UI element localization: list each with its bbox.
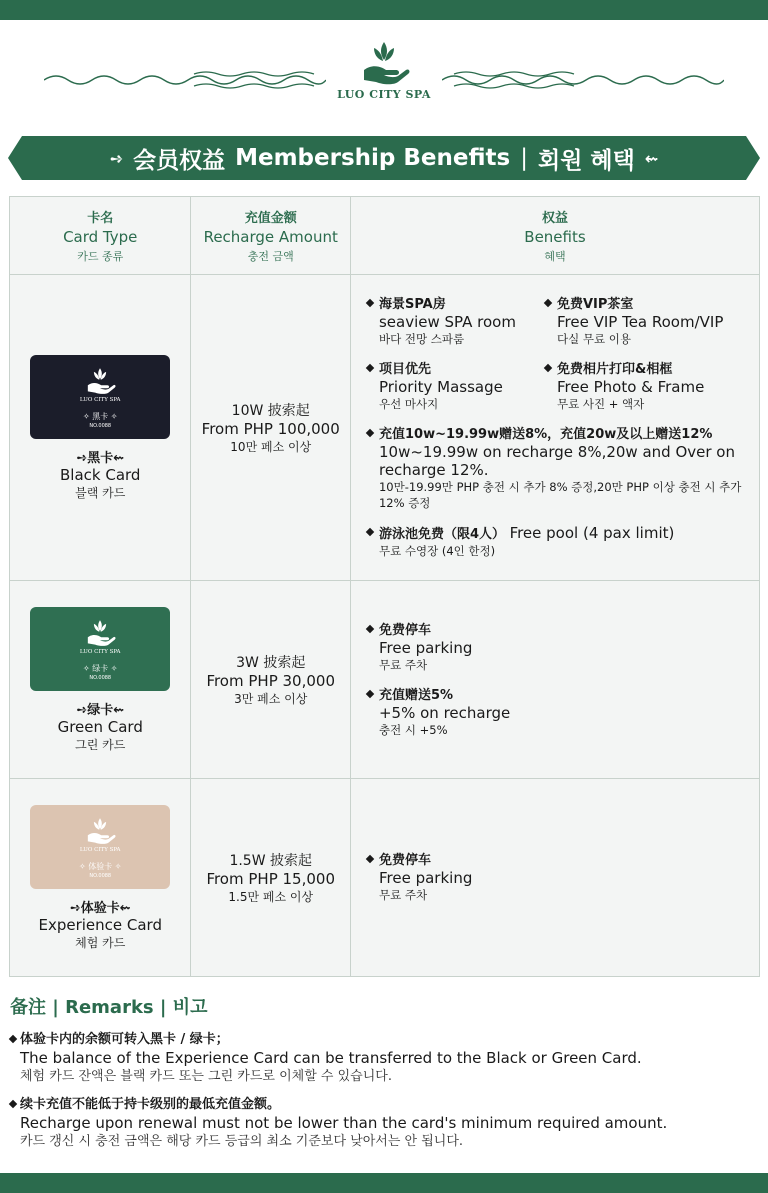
price-en: From PHP 15,000	[206, 870, 335, 888]
title-ko: 회원 혜택	[537, 147, 635, 174]
lotus-hand-icon	[84, 817, 116, 845]
card-tier: ✧ 黑卡 ✧	[82, 411, 118, 421]
title-banner	[8, 136, 760, 180]
card-label-zh: ➺体验卡⇜	[69, 900, 131, 916]
table-header-row	[10, 197, 760, 275]
page-title	[8, 136, 760, 180]
benefit-item: 项目优先 Priority Massage 우선 마사지	[367, 361, 545, 412]
card-label-en: Black Card	[60, 465, 141, 484]
diamond-bullet-icon	[9, 1035, 17, 1043]
arrow-left-icon: ⇜	[644, 148, 659, 168]
card-type-cell	[10, 581, 191, 779]
header-benefits: 权益 Benefits 혜택	[350, 197, 759, 275]
table-row-experience-card	[10, 779, 760, 977]
card-tier: ✧ 绿卡 ✧	[82, 663, 118, 673]
card-number: NO.0088	[89, 422, 112, 429]
table-row-black-card	[10, 275, 760, 581]
card-label-ko: 체험 카드	[75, 935, 126, 950]
recharge-amount-cell	[191, 779, 351, 977]
card-label-en: Experience Card	[38, 915, 162, 934]
title-separator: |	[520, 145, 528, 171]
remarks-title: 备注 | Remarks | 비고	[10, 997, 208, 1018]
card-label-zh: ➺黑卡⇜	[76, 450, 125, 466]
diamond-bullet-icon	[366, 364, 374, 372]
price-zh: 3W 披索起	[236, 655, 306, 671]
remarks-section	[10, 993, 750, 1161]
card-brand: LUO CITY SPA	[79, 396, 121, 403]
card-type-cell	[10, 275, 191, 581]
price-zh: 10W 披索起	[231, 403, 310, 419]
brand-logo	[0, 40, 768, 104]
title-zh: 会员权益	[133, 147, 226, 174]
header-card-type: 卡名 Card Type 카드 종류	[10, 197, 191, 275]
remark-item: 体验卡内的余额可转入黑卡 / 绿卡； The balance of the Experience Card can be transferred to the Black or Green Card. 체험 카드 잔액은 블랙 카드 또는 그린 카드로 이체할 수 있습니다.	[10, 1031, 750, 1086]
table-row-green-card	[10, 581, 760, 779]
price-ko: 1.5만 페소 이상	[228, 890, 314, 904]
benefits-cell	[350, 275, 759, 581]
price-ko: 10만 페소 이상	[230, 440, 312, 454]
card-brand: LUO CITY SPA	[79, 648, 121, 655]
benefits-table	[9, 196, 760, 977]
diamond-bullet-icon	[544, 299, 552, 307]
card-label-ko: 그린 카드	[75, 737, 126, 752]
card-label-en: Green Card	[57, 717, 143, 736]
diamond-bullet-icon	[366, 429, 374, 437]
diamond-bullet-icon	[9, 1100, 17, 1108]
price-en: From PHP 30,000	[206, 672, 335, 690]
diamond-bullet-icon	[366, 299, 374, 307]
price-ko: 3만 페소 이상	[234, 692, 308, 706]
brand-name: LUO CITY SPA	[337, 88, 431, 101]
price-zh: 1.5W 披索起	[229, 853, 312, 869]
lotus-hand-icon	[84, 619, 116, 647]
benefit-item: 充值赠送5% +5% on recharge 충전 시 +5%	[367, 687, 745, 738]
card-brand: LUO CITY SPA	[79, 846, 121, 853]
benefit-item: 游泳池免费（限4人） Free pool (4 pax limit) 무료 수영장 (4인 한정)	[367, 525, 745, 559]
benefit-item: 免费VIP茶室 Free VIP Tea Room/VIP 다실 무료 이용	[545, 296, 745, 347]
lotus-hand-icon	[358, 40, 410, 86]
black-card-image	[30, 355, 170, 439]
recharge-amount-cell	[191, 275, 351, 581]
green-card-image	[30, 607, 170, 691]
benefits-cell	[350, 581, 759, 779]
diamond-bullet-icon	[366, 855, 374, 863]
card-number: NO.0088	[89, 872, 112, 879]
top-bar	[0, 0, 768, 20]
card-tier: ✧ 体验卡 ✧	[78, 861, 122, 871]
bottom-bar	[0, 1173, 768, 1193]
benefits-cell	[350, 779, 759, 977]
diamond-bullet-icon	[544, 364, 552, 372]
card-type-cell	[10, 779, 191, 977]
benefit-item: 免费停车 Free parking 무료 주차	[367, 852, 745, 903]
wave-decoration-right	[442, 70, 724, 90]
recharge-amount-cell	[191, 581, 351, 779]
card-number: NO.0088	[89, 674, 112, 681]
diamond-bullet-icon	[366, 624, 374, 632]
card-label-zh: ➺绿卡⇜	[76, 702, 125, 718]
experience-card-image	[30, 805, 170, 889]
card-label-ko: 블랙 카드	[75, 485, 126, 500]
benefit-item: 海景SPA房 seaview SPA room 바다 전망 스파룸	[367, 296, 545, 347]
diamond-bullet-icon	[366, 689, 374, 697]
header-recharge-amount: 充值金额 Recharge Amount 충전 금액	[191, 197, 351, 275]
price-en: From PHP 100,000	[201, 420, 340, 438]
remark-item: 续卡充值不能低于持卡级别的最低充值金额。 Recharge upon renewal must not be lower than the card's minimum required amount. 카드 갱신 시 충전 금액은 해당 카드 등급의 최소 기준보다 낮아서는 안 됩니다.	[10, 1096, 750, 1151]
benefit-item: 免费停车 Free parking 무료 주차	[367, 622, 745, 673]
wave-decoration-left	[44, 70, 326, 90]
title-en: Membership Benefits	[235, 145, 511, 171]
benefit-item: 免费相片打印&相框 Free Photo & Frame 무료 사진 + 액자	[545, 361, 745, 412]
lotus-hand-icon	[84, 367, 116, 395]
arrow-right-icon: ➺	[109, 148, 124, 168]
diamond-bullet-icon	[366, 528, 374, 536]
benefit-item: 充值10w~19.99w赠送8%，充值20w及以上赠送12% 10w~19.99w on recharge 8%,20w and Over on recharge 12%. 10만-19.99만 PHP 충전 시 추가 8% 증정,20만 PHP 이상 충전 시 추가 12% 증정	[367, 426, 745, 511]
